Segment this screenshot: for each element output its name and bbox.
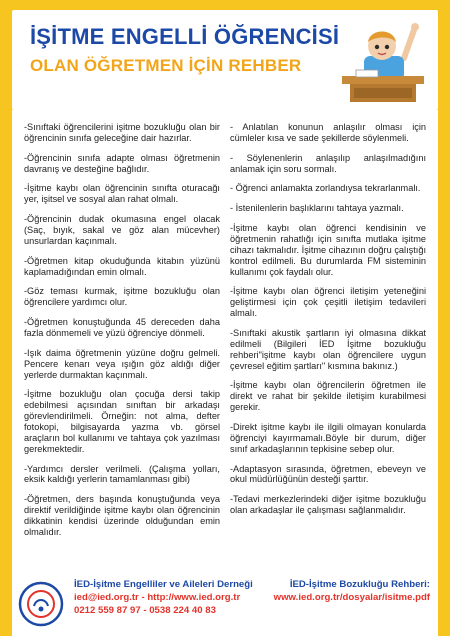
ied-logo-icon	[18, 581, 64, 627]
guide-item: -Öğrencinin dudak okumasına engel olacak (Saç, bıyık, sakal ve göz alan mücevher) unsurlardan kaçınmalı.	[24, 214, 220, 246]
guide-item: -Direkt işitme kaybı ile ilgili olmayan konularda öğrenciyi kayırmamalı.Böyle bir durum, diğer sınıf arkadaşlarının tepkisine sebep olur.	[230, 422, 426, 454]
guide-item: -Göz teması kurmak, işitme bozukluğu olan öğrencilere yardımcı olur.	[24, 286, 220, 308]
guide-item: -İşitme kaybı olan öğrenci iletişim yeteneğini geliştirmesi için çok çeşitli iletişim tedavileri almalı.	[230, 286, 426, 319]
guide-item: - İstenilenlerin başlıklarını tahtaya yazmalı.	[230, 203, 404, 214]
left-column	[24, 116, 220, 547]
title-line-1: İŞİTME ENGELLİ ÖĞRENCİSİ	[30, 24, 340, 49]
guide-item: -Sınıftaki öğrencilerini işitme bozukluğu olan bir öğrencinin sınıfa geleceğine dair hazırlar.	[24, 122, 220, 143]
guide-title: İED-İşitme Bozukluğu Rehberi:	[289, 579, 430, 590]
guide-item: - Anlatılan konunun anlaşılır olması için cümleler kısa ve sade şekillerde söylenmeli.	[230, 122, 426, 143]
guide-url-link[interactable]: www.ied.org.tr/dosyalar/isitme.pdf	[273, 591, 430, 603]
guide-item: -İşitme kaybı olan öğrencilerin öğretmen ile direkt ve rahat bir şekilde iletişim kurabilmesi gerekir.	[230, 380, 426, 413]
guide-item: -Işık daima öğretmenin yüzüne doğru gelmeli. Pencere kenarı veya ışığın göz aldığı diğer yerlerde durmaktan kaçınmalı.	[24, 347, 220, 380]
guide-item: - Öğrenci anlamakta zorlandıysa tekrarlanmalı.	[230, 183, 421, 194]
title-line-2: OLAN ÖĞRETMEN İÇİN REHBER	[30, 56, 302, 75]
guide-content	[12, 110, 438, 575]
footer-organization	[74, 579, 253, 618]
guide-item: -Tedavi merkezlerindeki diğer işitme bozukluğu olan arkadaşlar ile çalışması sağlanmalıdır.	[230, 494, 426, 516]
guide-item: -İşitme bozukluğu olan çocuğa dersi takip edebilmesi açısından sınıftan bir arkadaşı görevlendirilmeli. Örneğin: not alma, defter fotokopi, bilgisayarda yazma vb. görsel araçların bol kullanımı ve tahtaya çok yazılması gerekmektedir.	[24, 389, 220, 454]
student-at-desk-raising-hand-icon	[330, 18, 430, 106]
guide-item: -Yardımcı dersler verilmeli. (Çalışma yolları, eksik kaldığı yerlerin tamamlanması gibi)	[24, 463, 220, 485]
guide-item: -Adaptasyon sırasında, öğretmen, ebeveyn ve okul müdürlüğünün desteği şarttır.	[230, 463, 426, 485]
footer-guide	[274, 579, 430, 605]
header	[12, 10, 438, 110]
guide-item: -Sınıftaki akustik şartların iyi olmasına dikkat edilmeli (Bilgileri İED İşitme bozukluğu rehberi"işitme kaybı olan öğrencilere uygun çevresel eğitim şartları" kısmına bakınız.)	[230, 328, 426, 371]
organization-name: İED-İşitme Engelliler ve Aileleri Derneği	[74, 579, 253, 590]
organization-phones: 0212 559 87 97 - 0538 224 40 83	[74, 604, 216, 616]
guide-item: -Öğretmen konuştuğunda 45 dereceden daha fazla dönmemeli ve yüzü öğrenciye dönmeli.	[24, 317, 220, 339]
organization-email-website[interactable]: ied@ied.org.tr - http://www.ied.org.tr	[74, 591, 241, 603]
guide-item: -Öğretmen kitap okuduğunda kitabın yüzünü kaplamadığından emin olmalı.	[24, 255, 220, 277]
footer	[12, 575, 438, 636]
right-column	[230, 116, 426, 547]
guide-item: -İşitme kaybı olan öğrencinin sınıfta oturacağı yer, işitsel ve sosyal alan rahat olmalı.	[24, 183, 220, 205]
guide-item: - Söylenenlerin anlaşılıp anlaşılmadığını anlamak için soru sormalı.	[230, 152, 426, 174]
guide-item: -Öğretmen, ders başında konuştuğunda veya direktif verildiğinde işitme kaybı olan öğrencinin dikkatinin kendisi üzerinde olduğundan emin olmalıdır.	[24, 494, 220, 537]
guide-item: -İşitme kaybı olan öğrenci kendisinin ve öğretmenin rahatlığı için sınıfta mutlaka işitme cihazı takmalıdır. İşitme cihazının doğru çalıştığı kontrol edilmeli. Bu durumlarda FM sisteminin kullanımı çok faydalı olur.	[230, 223, 426, 277]
guide-item: -Öğrencinin sınıfa adapte olması öğretmenin davranış ve desteğine bağlıdır.	[24, 152, 220, 174]
